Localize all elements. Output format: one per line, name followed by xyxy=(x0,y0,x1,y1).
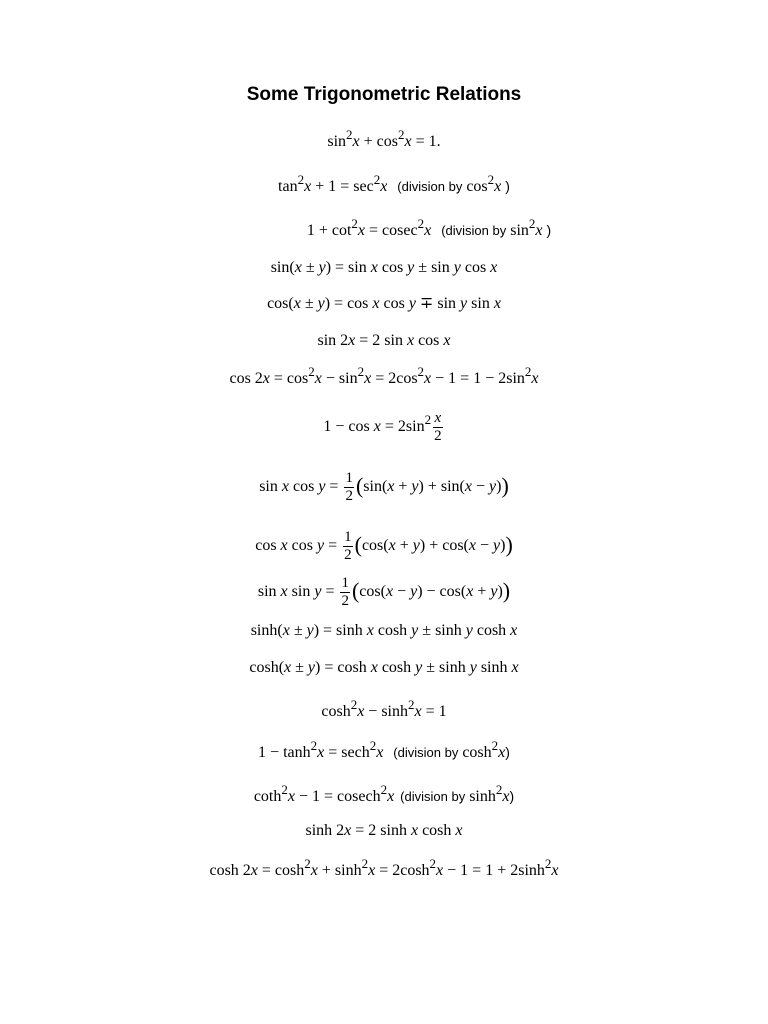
equation-sin-double-angle: sin 2x = 2 sin x cos x xyxy=(317,332,451,349)
equation-cos-double-angle: $\cos 2x = \cos^2x - \sin^2x = 2\cos^2x - 1 = 1 - 2\sin^2x$ xyxy=(229,364,539,387)
equation-hyperbolic-identity: $\cosh^2x - \sinh^2x = 1$ xyxy=(321,697,447,720)
page-title: Some Trigonometric Relations xyxy=(246,84,522,105)
division-note: (division by xyxy=(400,789,466,804)
equation-half-angle: $1 - \cos x = 2\sin^2$ $\frac{x}{2}$ xyxy=(323,410,442,444)
equation-sinh-double-angle: sinh 2x = 2 sinh x cosh x xyxy=(305,822,463,839)
equation-tan-sec-identity: $\tan^2x + 1 = \sec^2x$ (division by $\cos^2x$ ) xyxy=(278,172,510,195)
equation-pythagorean-identity: $\sin^2x + \cos^2x = 1$. xyxy=(327,127,441,150)
equation-sin-addition: sin(x ± y) = sin x cos y ± sin y cos x xyxy=(270,259,498,276)
equation-tanh-sech-identity: $1 - \tanh^2x = \sec h^2x$ (division by $\cosh^2x$) xyxy=(258,738,510,761)
equation-cosh-double-angle: $\cosh 2x = \cosh^2x + \sinh^2x = 2\cosh^2x - 1 = 1 + 2\sinh^2x$ xyxy=(209,856,559,879)
equation-sin-cos-product: sin x cos y = $\frac{1}{2}$ (sin(x + y) + sin(x − y)) xyxy=(259,470,509,504)
division-note: (division by xyxy=(441,223,507,238)
equation-sinh-addition: sinh(x ± y) = sinh x cosh y ± sinh y cosh x xyxy=(250,622,518,639)
division-note: (division by xyxy=(397,179,463,194)
equation-sin-sin-product: sin x sin y = $\frac{1}{2}$ (cos(x − y) − cos(x + y)) xyxy=(257,575,511,609)
division-note: (division by xyxy=(393,745,459,760)
equation-cot-cosec-identity: $1 + \cot^2x = cosec^2x$ (division by $\sin^2x$ ) xyxy=(306,216,552,239)
equation-cosh-addition: cosh(x ± y) = cosh x cosh y ± sinh y sinh x xyxy=(249,659,519,676)
equation-coth-cosech-identity: coth$^2$x − 1 = cosech$^2$x (division by $\sinh^2x$) xyxy=(253,782,515,805)
equation-cos-cos-product: cos x cos y = $\frac{1}{2}$ (cos(x + y) + cos(x − y)) xyxy=(255,529,513,563)
equation-cos-addition: cos(x ± y) = cos x cos y ∓ sin y sin x xyxy=(267,295,501,312)
